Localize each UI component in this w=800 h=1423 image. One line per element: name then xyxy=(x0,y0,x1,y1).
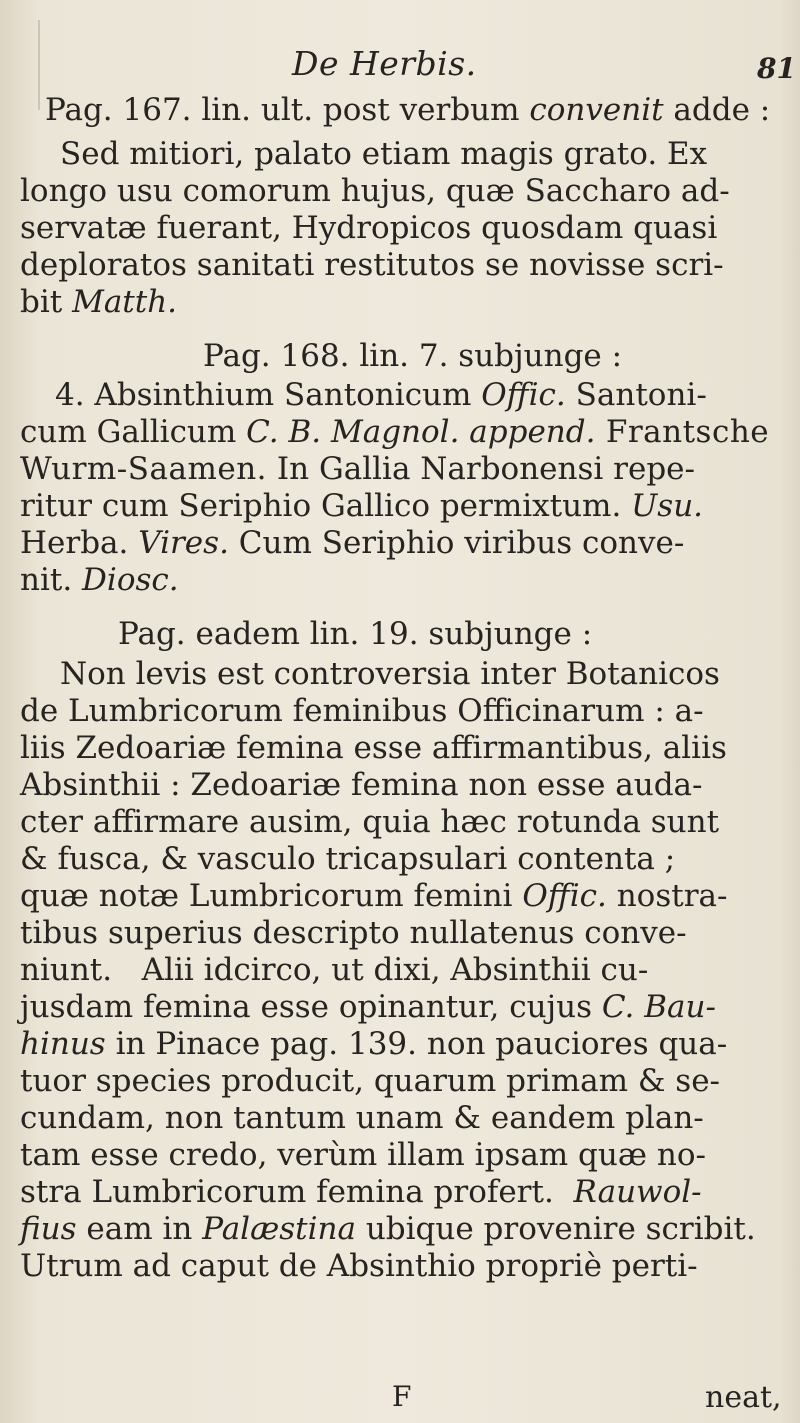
text-segment: Utrum ad caput de Absinthio propriè perti- xyxy=(20,1248,698,1284)
text-line xyxy=(20,414,769,450)
text-segment: niunt. Alii idcirco, ut dixi, Absinthii cu- xyxy=(20,952,649,988)
text-segment: cundam, non tantum unam & eandem plan- xyxy=(20,1100,704,1136)
text-line xyxy=(20,284,177,320)
running-title: De Herbis. xyxy=(292,44,477,83)
text-segment: ritur cum Seriphio Gallico permixtum. xyxy=(20,488,632,524)
text-segment: jusdam femina esse opinantur, cujus xyxy=(20,989,602,1025)
text-line xyxy=(20,915,687,951)
text-segment: bit xyxy=(20,284,73,320)
text-segment: ubique provenire scribit. xyxy=(355,1211,756,1247)
text-line xyxy=(20,804,719,840)
text-line xyxy=(20,767,703,803)
text-line xyxy=(20,525,684,561)
italic-segment: Diosc. xyxy=(82,562,179,598)
text-line xyxy=(20,1174,702,1210)
text-segment: servatæ fuerant, Hydropicos quosdam quasi xyxy=(20,210,718,246)
italic-segment: C. B. Magnol. append. xyxy=(246,414,596,450)
text-segment: Absinthii : Zedoariæ femina non esse auda- xyxy=(20,767,703,803)
text-segment: Pag. 167. lin. ult. post verbum xyxy=(45,92,530,128)
text-segment: longo usu comorum hujus, quæ Saccharo ad- xyxy=(20,173,730,209)
italic-segment: Matth. xyxy=(72,284,178,320)
text-line xyxy=(20,1063,720,1099)
text-segment: Cum Seriphio viribus conve- xyxy=(228,525,685,561)
italic-segment: Vires. xyxy=(138,525,229,561)
italic-segment: Usu. xyxy=(631,488,704,524)
text-segment: Santoni- xyxy=(565,377,707,413)
text-line xyxy=(20,952,648,988)
text-line xyxy=(20,451,695,487)
text-line xyxy=(20,989,716,1025)
page-number: 81 xyxy=(757,52,796,85)
italic-segment: Rauwol- xyxy=(573,1174,702,1210)
text-line xyxy=(20,1137,706,1173)
text-segment: Sed mitiori, palato etiam magis grato. Ex xyxy=(60,136,708,172)
catchword: neat, xyxy=(705,1380,782,1415)
text-line xyxy=(60,656,720,692)
text-segment: de Lumbricorum feminibus Officinarum : a- xyxy=(20,693,704,729)
text-segment: tuor species producit, quarum primam & se- xyxy=(20,1063,721,1099)
text-segment: liis Zedoariæ femina esse affirmantibus, aliis xyxy=(20,730,727,766)
text-segment: Wurm-Saamen. xyxy=(20,451,268,487)
text-segment: in Pinace pag. 139. non pauciores qua- xyxy=(105,1026,728,1062)
text-segment: Herba. xyxy=(20,525,139,561)
italic-segment: convenit xyxy=(529,92,664,128)
text-line xyxy=(20,730,727,766)
text-line xyxy=(20,210,717,246)
italic-segment: Palæstina xyxy=(202,1211,356,1247)
text-line xyxy=(60,136,707,172)
italic-segment: Offic. xyxy=(522,878,607,914)
text-segment: deploratos sanitati restitutos se novisse scri- xyxy=(20,247,724,283)
text-segment: stra Lumbricorum femina profert. xyxy=(20,1174,574,1210)
text-line xyxy=(20,878,727,914)
text-line xyxy=(20,1248,698,1284)
text-segment: cum Gallicum xyxy=(20,414,247,450)
text-segment: In Gallia Narbonensi repe- xyxy=(267,451,695,487)
text-line xyxy=(20,1026,727,1062)
text-line xyxy=(203,338,622,374)
text-line xyxy=(118,616,592,652)
text-line xyxy=(20,841,675,877)
text-segment: cter affirmare ausim, quia hæc rotunda sunt xyxy=(20,804,720,840)
italic-segment: C. Bau- xyxy=(601,989,716,1025)
page-header xyxy=(0,44,800,94)
text-segment: Frantsche xyxy=(595,414,770,450)
text-line xyxy=(20,562,179,598)
text-segment: 4. Absinthium Santonicum xyxy=(55,377,482,413)
text-segment: nit. xyxy=(20,562,83,598)
text-line xyxy=(20,488,703,524)
text-segment: Non levis est controversia inter Botanicos xyxy=(60,656,720,692)
text-segment: & fusca, & vasculo tricapsulari contenta ; xyxy=(20,841,676,877)
text-segment: tibus superius descripto nullatenus conve- xyxy=(20,915,687,951)
text-line xyxy=(20,693,704,729)
text-line xyxy=(55,377,707,413)
text-segment: quæ notæ Lumbricorum femini xyxy=(20,878,523,914)
italic-segment: hinus xyxy=(20,1026,106,1062)
text-line xyxy=(20,1100,704,1136)
italic-segment: fius xyxy=(20,1211,77,1247)
text-segment: Pag. 168. lin. 7. subjunge : xyxy=(203,338,623,374)
text-segment: Pag. eadem lin. 19. subjunge : xyxy=(118,616,593,652)
text-line xyxy=(20,173,730,209)
text-segment: eam in xyxy=(76,1211,203,1247)
italic-segment: Offic. xyxy=(481,377,566,413)
text-line xyxy=(45,92,770,128)
text-segment: tam esse credo, verùm illam ipsam quæ no- xyxy=(20,1137,706,1173)
text-segment: nostra- xyxy=(606,878,728,914)
signature-mark: F xyxy=(392,1380,412,1413)
text-line xyxy=(20,1211,756,1247)
text-line xyxy=(20,247,724,283)
text-segment: adde : xyxy=(663,92,771,128)
page-footer xyxy=(0,1380,800,1420)
